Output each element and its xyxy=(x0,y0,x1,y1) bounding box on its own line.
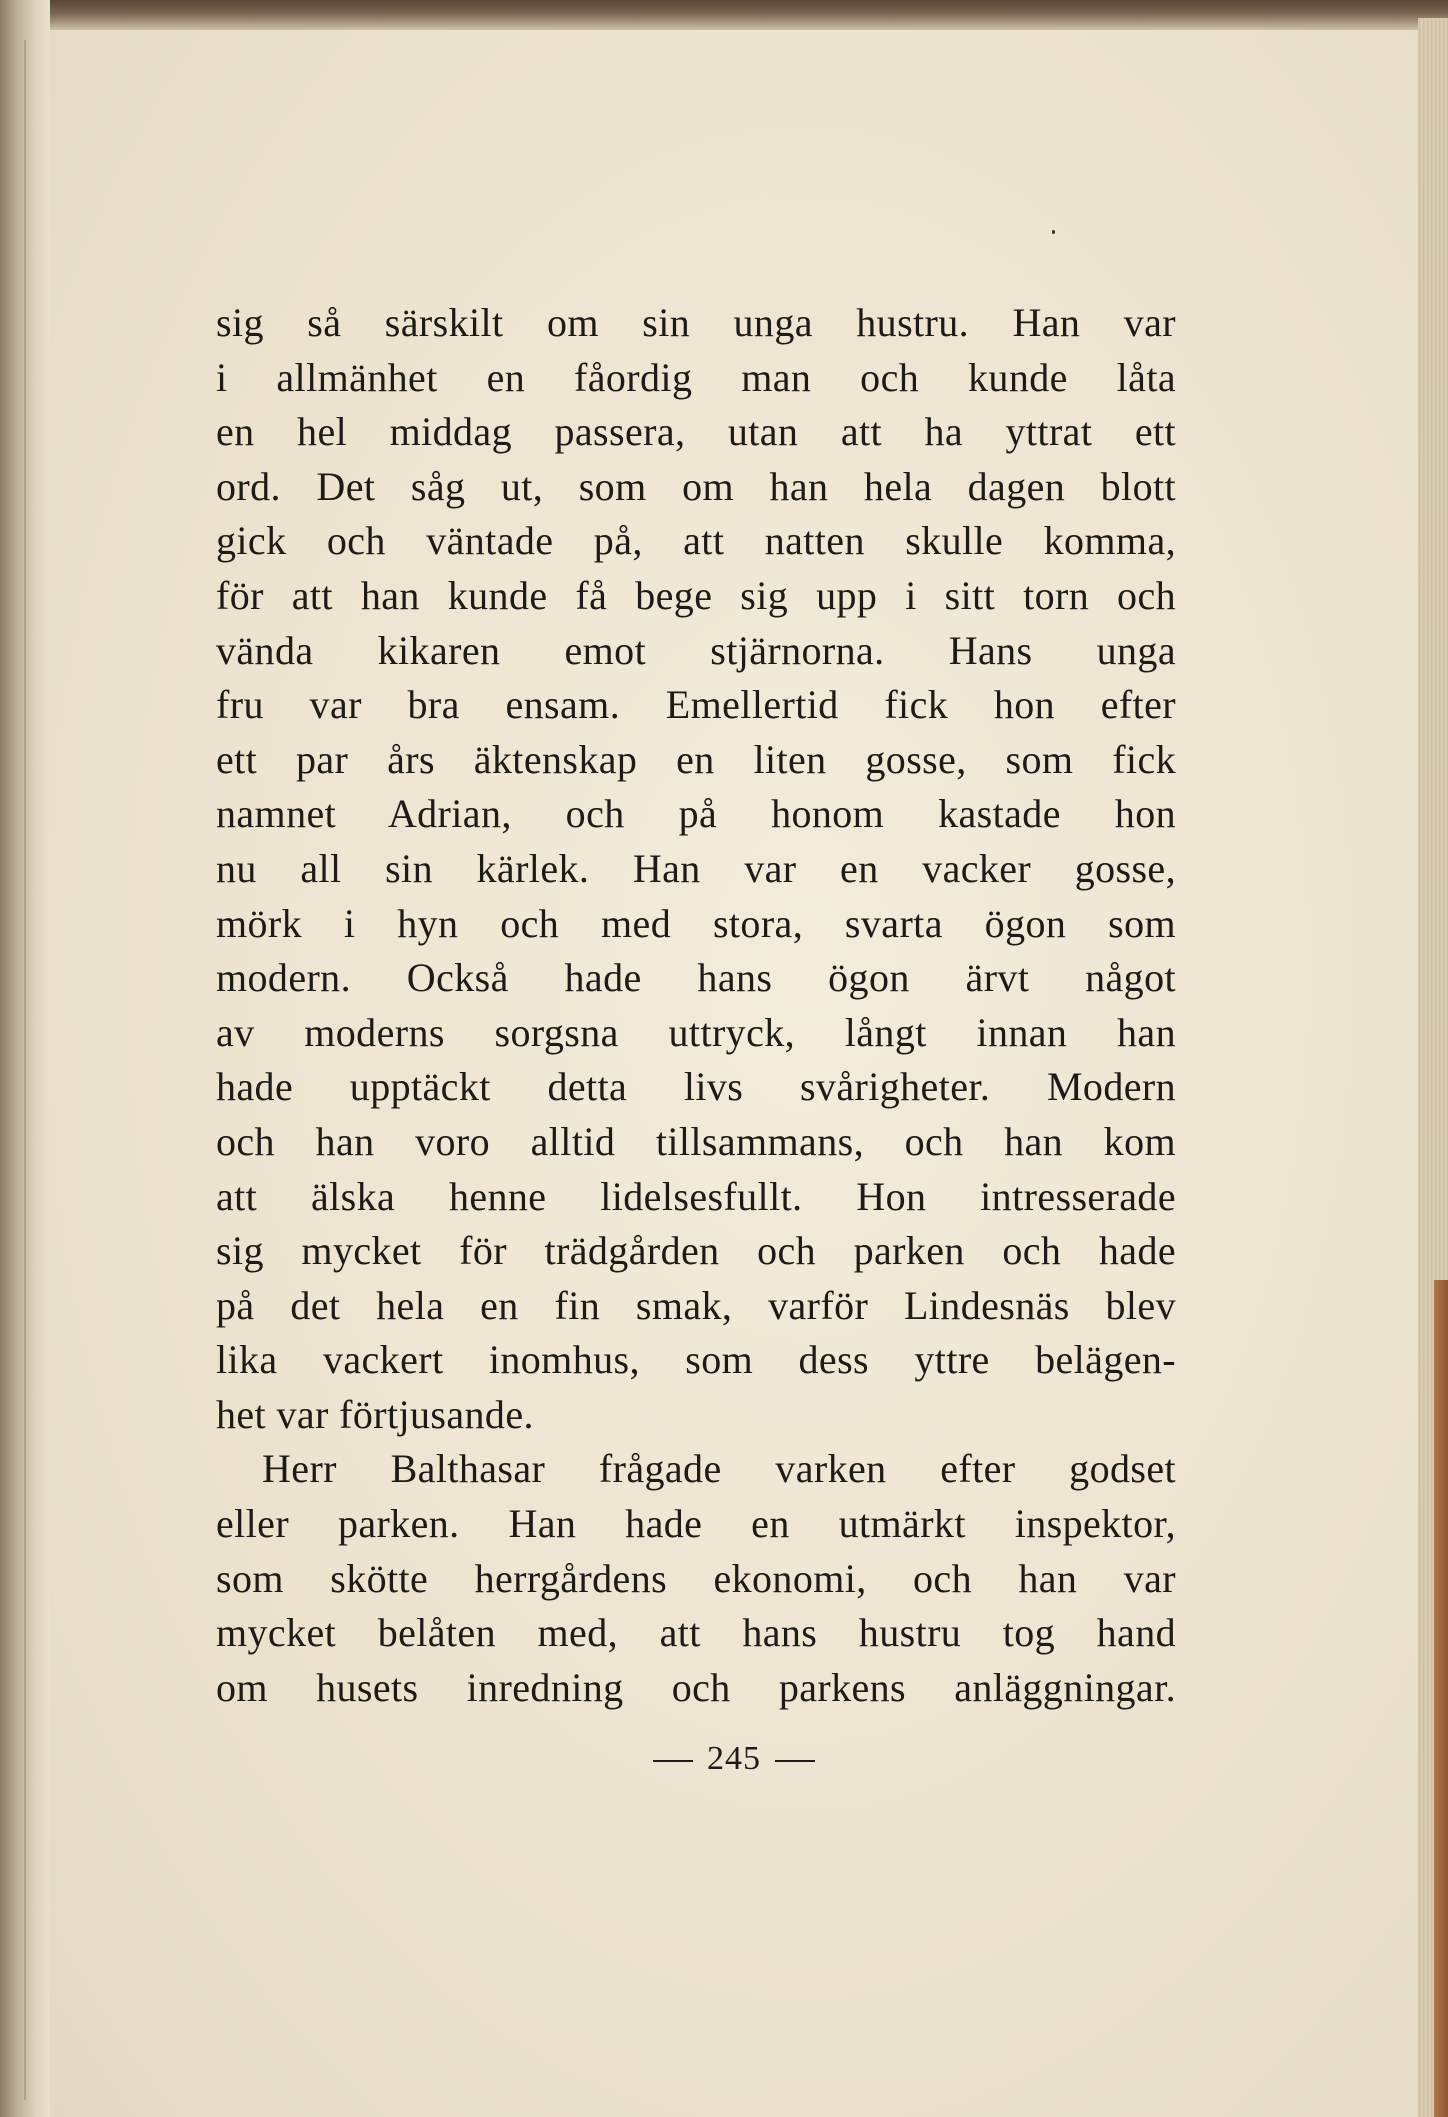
page-number xyxy=(50,1740,1418,1778)
text-line: namnet Adrian, och på honom kastade hon xyxy=(216,791,1176,837)
text-line: som skötte herrgårdens ekonomi, och han var xyxy=(216,1555,1176,1601)
text-line: ett par års äktenskap en liten gosse, som fick xyxy=(216,736,1176,782)
text-line: Herr Balthasar frågade varken efter godset xyxy=(262,1446,1176,1492)
paragraph-2 xyxy=(216,1442,1176,1715)
folio-dash-left xyxy=(653,1760,693,1762)
text-line: modern. Också hade hans ögon ärvt något xyxy=(216,955,1176,1001)
text-line: om husets inredning och parkens anläggningar. xyxy=(216,1664,1176,1710)
text-line: ord. Det såg ut, som om han hela dagen blott xyxy=(216,463,1176,509)
cover-edge xyxy=(1434,1280,1448,2117)
text-line: och han voro alltid tillsammans, och han kom xyxy=(216,1118,1176,1164)
text-line: sig mycket för trädgården och parken och hade xyxy=(216,1228,1176,1274)
text-line: het var förtjusande. xyxy=(216,1391,534,1437)
text-line: mörk i hyn och med stora, svarta ögon som xyxy=(216,900,1176,946)
text-line: av moderns sorgsna uttryck, långt innan han xyxy=(216,1009,1176,1055)
gutter-fold-line xyxy=(24,40,26,2100)
text-line: hade upptäckt detta livs svårigheter. Modern xyxy=(216,1064,1176,1110)
text-line: lika vackert inomhus, som dess yttre belägen- xyxy=(216,1337,1176,1383)
page-body-text xyxy=(216,296,1176,1715)
book-page xyxy=(50,30,1418,2117)
text-line: fru var bra ensam. Emellertid fick hon efter xyxy=(216,682,1176,728)
text-line: i allmänhet en fåordig man och kunde låta xyxy=(216,354,1176,400)
text-line: sig så särskilt om sin unga hustru. Han var xyxy=(216,300,1176,345)
text-line: på det hela en fin smak, varför Lindesnäs blev xyxy=(216,1282,1176,1328)
paper-speck xyxy=(1052,230,1055,234)
text-line: en hel middag passera, utan att ha yttrat ett xyxy=(216,409,1176,455)
book-top-edge xyxy=(0,0,1448,30)
text-line: mycket belåten med, att hans hustru tog hand xyxy=(216,1610,1176,1656)
text-line: vända kikaren emot stjärnorna. Hans unga xyxy=(216,627,1176,673)
paragraph-1 xyxy=(216,296,1176,1442)
book-gutter xyxy=(0,0,50,2117)
page-number-value: 245 xyxy=(707,1740,761,1777)
text-line: gick och väntade på, att natten skulle komma, xyxy=(216,518,1176,564)
text-line: att älska henne lidelsesfullt. Hon intresserade xyxy=(216,1173,1176,1219)
text-line: eller parken. Han hade en utmärkt inspektor, xyxy=(216,1501,1176,1547)
text-line: nu all sin kärlek. Han var en vacker gosse, xyxy=(216,845,1176,891)
text-line: för att han kunde få bege sig upp i sitt torn och xyxy=(216,572,1176,618)
folio-dash-right xyxy=(775,1760,815,1762)
